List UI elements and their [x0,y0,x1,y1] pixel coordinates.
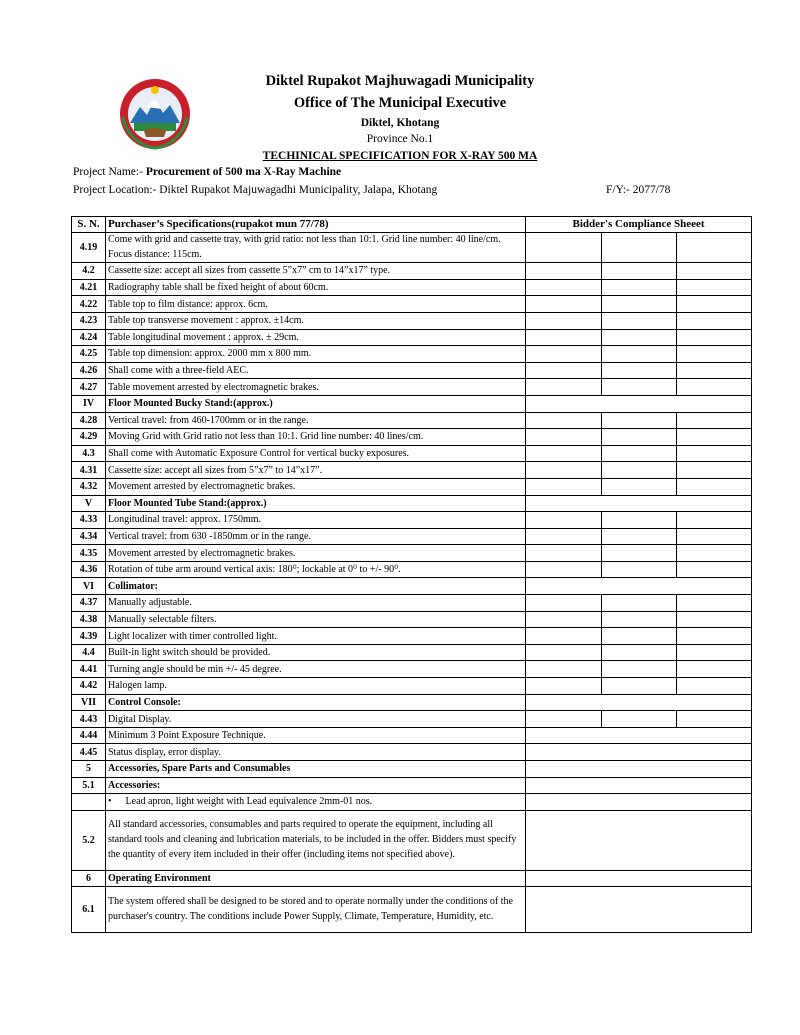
compliance-cell[interactable] [602,412,677,429]
row-sn: 4.38 [72,611,106,628]
compliance-cell[interactable] [526,233,602,263]
row-spec-text: Vertical travel: from 630 -1850mm or in the range. [106,528,526,545]
table-row [72,727,752,744]
compliance-cell[interactable] [526,870,752,887]
table-row [72,346,752,363]
row-sn: 6 [72,870,106,887]
compliance-cell[interactable] [677,296,752,313]
compliance-cell[interactable] [602,644,677,661]
row-sn: 4.36 [72,561,106,578]
compliance-cell[interactable] [602,528,677,545]
row-sn: 5.2 [72,810,106,870]
compliance-cell[interactable] [602,233,677,263]
row-sn: 4.43 [72,711,106,728]
row-spec-text: Status display, error display. [106,744,526,761]
row-sn: 6.1 [72,887,106,933]
compliance-cell[interactable] [526,628,602,645]
compliance-cell[interactable] [677,478,752,495]
compliance-cell[interactable] [677,312,752,329]
row-spec-text: Digital Display. [106,711,526,728]
compliance-cell[interactable] [602,628,677,645]
row-spec-text: Built-in light switch should be provided. [106,644,526,661]
compliance-cell[interactable] [677,346,752,363]
row-sn: 4.42 [72,678,106,695]
col-header-sn: S. N. [72,217,106,233]
compliance-cell[interactable] [602,429,677,446]
project-name-value: Procurement of 500 ma X-Ray Machine [145,166,342,178]
compliance-cell[interactable] [526,561,602,578]
compliance-cell[interactable] [602,478,677,495]
table-row [72,694,752,711]
table-row [72,711,752,728]
specification-table [71,216,752,933]
compliance-cell[interactable] [602,279,677,296]
compliance-cell[interactable] [526,727,752,744]
row-sn: 4.33 [72,512,106,529]
row-spec-text: Come with grid and cassette tray, with grid ratio: not less than 10:1. Grid line number: 40 line/cm. Focus distance: 115cm. [106,233,526,263]
row-sn: 4.19 [72,233,106,263]
row-sn: 4.27 [72,379,106,396]
row-spec-text: Rotation of tube arm around vertical axis: 180⁰; lockable at 0⁰ to +/- 90⁰. [106,561,526,578]
compliance-cell[interactable] [526,445,602,462]
compliance-cell[interactable] [677,445,752,462]
table-row [72,810,752,870]
compliance-cell[interactable] [526,312,602,329]
compliance-cell[interactable] [526,611,602,628]
row-spec-text: Halogen lamp. [106,678,526,695]
row-sn: 4.24 [72,329,106,346]
row-sn [72,794,106,811]
table-row [72,777,752,794]
compliance-cell[interactable] [602,329,677,346]
compliance-cell[interactable] [526,761,752,778]
compliance-cell[interactable] [677,528,752,545]
table-row [72,794,752,811]
compliance-cell[interactable] [526,478,602,495]
row-section-heading: Collimator: [106,578,526,595]
row-sn: 4.41 [72,661,106,678]
table-row [72,495,752,512]
compliance-cell[interactable] [602,512,677,529]
compliance-cell[interactable] [526,362,602,379]
compliance-cell[interactable] [602,263,677,280]
row-spec-text: Table top transverse movement : approx. ±14cm. [106,312,526,329]
compliance-cell[interactable] [677,644,752,661]
table-row [72,595,752,612]
row-sn: 4.2 [72,263,106,280]
row-spec-text: Table top dimension: approx. 2000 mm x 800 mm. [106,346,526,363]
table-row [72,512,752,529]
row-sn: VI [72,578,106,595]
compliance-cell[interactable] [526,887,752,933]
project-location: Project Location:- Diktel Rupakot Majuwagadhi Municipality, Jalapa, Khotang [73,184,438,196]
row-sn: 4.45 [72,744,106,761]
compliance-cell[interactable] [526,794,752,811]
compliance-cell[interactable] [677,545,752,562]
compliance-cell[interactable] [526,329,602,346]
compliance-cell[interactable] [677,429,752,446]
row-sn: 4.35 [72,545,106,562]
table-row [72,478,752,495]
row-spec-text: Turning angle should be min +/- 45 degree. [106,661,526,678]
row-spec-text: Table movement arrested by electromagnetic brakes. [106,379,526,396]
compliance-cell[interactable] [526,678,602,695]
compliance-cell[interactable] [602,711,677,728]
compliance-cell[interactable] [526,296,602,313]
table-row [72,429,752,446]
row-spec-text: Vertical travel: from 460-1700mm or in the range. [106,412,526,429]
row-section-heading: Floor Mounted Bucky Stand:(approx.) [106,395,526,412]
row-sn: 4.39 [72,628,106,645]
table-row [72,312,752,329]
table-row [72,661,752,678]
row-sn: VII [72,694,106,711]
row-spec-text: Movement arrested by electromagnetic brakes. [106,478,526,495]
table-row [72,578,752,595]
row-sn: 4.3 [72,445,106,462]
compliance-cell[interactable] [526,528,602,545]
row-sn: 4.23 [72,312,106,329]
compliance-cell[interactable] [677,329,752,346]
compliance-cell[interactable] [526,462,602,479]
table-row [72,644,752,661]
table-row [72,462,752,479]
project-name-line [73,166,341,178]
table-row [72,395,752,412]
col-header-compliance: Bidder's Compliance Sheeet [526,217,752,233]
compliance-cell[interactable] [602,462,677,479]
compliance-cell[interactable] [602,379,677,396]
compliance-cell[interactable] [602,296,677,313]
compliance-cell[interactable] [677,611,752,628]
table-row [72,870,752,887]
row-spec-text: The system offered shall be designed to be stored and to operate normally under the conditions of the purchaser's country. The conditions include Power Supply, Climate, Temperature, Humidity, etc. [106,887,526,933]
compliance-cell[interactable] [526,644,602,661]
table-row [72,263,752,280]
row-spec-text: Movement arrested by electromagnetic brakes. [106,545,526,562]
table-row [72,887,752,933]
compliance-cell[interactable] [677,412,752,429]
row-spec-text: Shall come with a three-field AEC. [106,362,526,379]
row-spec-text: Manually adjustable. [106,595,526,612]
table-row [72,329,752,346]
project-name-label: Project Name:- [73,166,143,178]
row-section-heading: Accessories: [106,777,526,794]
table-header-row [72,217,752,233]
compliance-cell[interactable] [526,412,602,429]
row-sn: 4.28 [72,412,106,429]
table-row [72,279,752,296]
compliance-cell[interactable] [526,810,752,870]
compliance-cell[interactable] [526,279,602,296]
table-row [72,379,752,396]
row-sn: 5 [72,761,106,778]
row-section-heading: Control Console: [106,694,526,711]
table-row [72,545,752,562]
row-sn: 4.32 [72,478,106,495]
row-spec-text: Light localizer with timer controlled light. [106,628,526,645]
table-row [72,611,752,628]
compliance-cell[interactable] [602,346,677,363]
compliance-cell[interactable] [677,379,752,396]
col-header-spec: Purchaser’s Specifications(rupakot mun 77/78) [106,217,526,233]
row-sn: 4.26 [72,362,106,379]
compliance-cell[interactable] [602,312,677,329]
compliance-cell[interactable] [526,595,602,612]
compliance-cell[interactable] [677,462,752,479]
compliance-cell[interactable] [677,711,752,728]
table-row [72,233,752,263]
row-sn: V [72,495,106,512]
table-row [72,744,752,761]
row-sn: 4.44 [72,727,106,744]
province-name: Province No.1 [366,133,434,145]
compliance-cell[interactable] [526,495,752,512]
compliance-cell[interactable] [602,561,677,578]
compliance-cell[interactable] [526,395,752,412]
spec-title: TECHINICAL SPECIFICATION FOR X-RAY 500 MA [262,150,538,162]
row-spec-text: Table top to film distance: approx. 6cm. [106,296,526,313]
table-row [72,296,752,313]
row-section-heading: Accessories, Spare Parts and Consumables [106,761,526,778]
table-row [72,412,752,429]
compliance-cell[interactable] [602,678,677,695]
compliance-cell[interactable] [677,362,752,379]
compliance-cell[interactable] [526,379,602,396]
compliance-cell[interactable] [677,661,752,678]
row-sn: IV [72,395,106,412]
table-row [72,445,752,462]
compliance-cell[interactable] [526,429,602,446]
row-sn: 4.37 [72,595,106,612]
table-row [72,678,752,695]
table-row [72,362,752,379]
compliance-cell[interactable] [526,263,602,280]
row-sn: 4.21 [72,279,106,296]
compliance-cell[interactable] [602,362,677,379]
row-section-heading: Floor Mounted Tube Stand:(approx.) [106,495,526,512]
compliance-cell[interactable] [526,744,752,761]
row-spec-text: Radiography table shall be fixed height of about 60cm. [106,279,526,296]
row-sn: 5.1 [72,777,106,794]
table-row [72,561,752,578]
compliance-cell[interactable] [602,611,677,628]
office-name: Office of The Municipal Executive [293,95,507,111]
compliance-cell[interactable] [526,545,602,562]
row-spec-text: Shall come with Automatic Exposure Control for vertical bucky exposures. [106,445,526,462]
row-sn: 4.4 [72,644,106,661]
compliance-cell[interactable] [677,561,752,578]
municipality-name: Diktel Rupakot Majhuwagadi Municipality [265,73,535,89]
compliance-cell[interactable] [677,628,752,645]
table-row [72,628,752,645]
row-spec-text: • Lead apron, light weight with Lead equivalence 2mm-01 nos. [106,794,526,811]
compliance-cell[interactable] [526,777,752,794]
compliance-cell[interactable] [677,233,752,263]
row-spec-text: Table longitudinal movement : approx. ± 29cm. [106,329,526,346]
row-spec-text: Manually selectable filters. [106,611,526,628]
fiscal-year: F/Y:- 2077/78 [606,184,671,196]
row-spec-text: Cassette size: accept all sizes from cassette 5”x7” cm to 14”x17” type. [106,263,526,280]
row-sn: 4.34 [72,528,106,545]
row-sn: 4.31 [72,462,106,479]
row-spec-text: Longitudinal travel: approx. 1750mm. [106,512,526,529]
compliance-cell[interactable] [526,694,752,711]
compliance-cell[interactable] [526,578,752,595]
row-spec-text: Cassette size: accept all sizes from 5”x7” to 14”x17”. [106,462,526,479]
compliance-cell[interactable] [526,346,602,363]
compliance-cell[interactable] [526,661,602,678]
compliance-cell[interactable] [677,678,752,695]
compliance-cell[interactable] [677,279,752,296]
table-row [72,761,752,778]
compliance-cell[interactable] [602,661,677,678]
row-spec-text: All standard accessories, consumables and parts required to operate the equipment, including all standard tools and cleaning and lubrication materials, to be included in the offer. Bidders must specify the quantity of every item included in their offer (including items not specified above). [106,810,526,870]
row-sn: 4.25 [72,346,106,363]
compliance-cell[interactable] [677,595,752,612]
row-sn: 4.29 [72,429,106,446]
row-sn: 4.22 [72,296,106,313]
row-spec-text: Minimum 3 Point Exposure Technique. [106,727,526,744]
row-section-heading: Operating Environment [106,870,526,887]
compliance-cell[interactable] [602,545,677,562]
table-row [72,528,752,545]
place-name: Diktel, Khotang [360,117,440,129]
compliance-cell[interactable] [677,512,752,529]
compliance-cell[interactable] [602,595,677,612]
row-spec-text: Moving Grid with Grid ratio not less than 10:1. Grid line number: 40 lines/cm. [106,429,526,446]
compliance-cell[interactable] [526,711,602,728]
compliance-cell[interactable] [602,445,677,462]
compliance-cell[interactable] [677,263,752,280]
compliance-cell[interactable] [526,512,602,529]
